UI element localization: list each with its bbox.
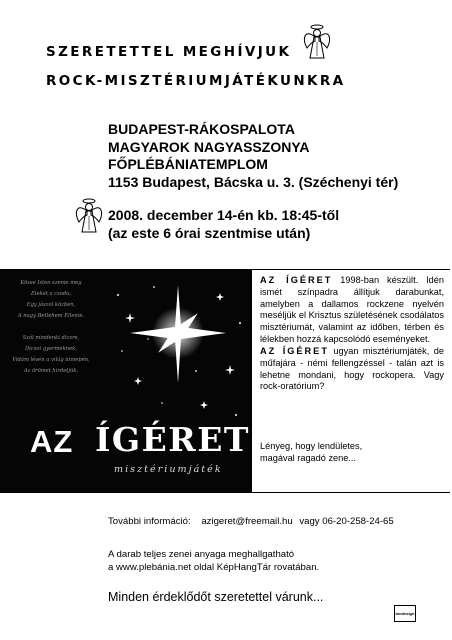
- poem-line: Egy jászol közben,: [26, 302, 76, 308]
- contact-label: További információ:: [108, 516, 191, 527]
- music-info: [108, 548, 319, 574]
- poem-line: [10, 322, 92, 333]
- music-info-line: a www.plebánia.net oldal KépHangTár rovatában.: [108, 562, 320, 573]
- invitation-line-1: SZERETETTEL MEGHÍVJUK: [46, 44, 292, 60]
- poem-line: Szól mindenki dícsre,: [22, 335, 80, 341]
- poem-line: Éleket a csoda,: [31, 291, 71, 297]
- poem-line: Az örömet hirdetjük.: [23, 368, 79, 374]
- angel-icon: [302, 22, 332, 60]
- poem-line: A nagy Betlehem Ellenie.: [17, 313, 85, 319]
- venue-city: BUDAPEST-RÁKOSPALOTA: [108, 121, 295, 137]
- title-igeret: ÍGÉRET: [95, 420, 250, 459]
- description-lead: AZ ÍGÉRET: [260, 275, 333, 285]
- description-text: 1998-ban készült. Idén ismét színpadra állítjuk darabunkat, amelyben a dallamos rockzene nyelvén meséljük el Krisztus születésének csodálatos misztériumát, valamint az időben, térben és lélekben hozzá kapcsolódó eseményeket.: [260, 275, 444, 344]
- contact-email-link[interactable]: azigeret@freemail.hu: [201, 516, 293, 527]
- poem-line: Vidám lévén a világ ünnepén,: [12, 357, 90, 363]
- event-datetime: 2008. december 14-én kb. 18:45-től: [108, 207, 340, 223]
- closing-text: Minden érdeklődőt szeretettel várunk...: [108, 590, 324, 604]
- description-line: magával ragadó zene...: [260, 452, 357, 463]
- poem-line: Dicsoi gyermeknek,: [25, 346, 77, 352]
- event-time-block: [108, 206, 339, 242]
- description-paragraph-1: [260, 275, 444, 346]
- star-field: [108, 275, 248, 435]
- divider-top: [252, 269, 450, 270]
- music-info-line: A darab teljes zenei anyaga meghallgatható: [108, 549, 295, 560]
- description-paragraph-2: [260, 346, 444, 393]
- title-subtitle: misztériumjáték: [114, 464, 223, 475]
- description-lead: AZ ÍGÉRET: [260, 346, 329, 356]
- contact-line: [108, 516, 394, 527]
- invitation-line-2: ROCK-MISZTÉRIUMJÁTÉKUNKRA: [46, 73, 346, 89]
- poem: [10, 278, 92, 377]
- venue-church-type: FŐPLÉBÁNIATEMPLOM: [108, 156, 268, 172]
- venue-block: [108, 121, 398, 191]
- divider-bottom: [252, 492, 450, 493]
- venue-church-name: MAGYAROK NAGYASSZONYA: [108, 138, 310, 155]
- contact-phone: vagy 06-20-258-24-65: [299, 516, 394, 527]
- venue-address: 1153 Budapest, Bácska u. 3. (Széchenyi tér): [108, 173, 399, 190]
- poem-line: Kösse Isten szeme meg: [20, 280, 82, 286]
- event-note: (az este 6 órai szentmise után): [108, 225, 311, 241]
- designer-logo: bmdesign: [394, 605, 416, 622]
- description-text: ugyan misztériumjáték, de műfajára - némi fellengzéssel - talán azt is lehetne mondani, hogy rockopera. Vagy rock-oratórium?: [260, 346, 444, 392]
- title-az: AZ: [30, 424, 74, 459]
- description-line: Lényeg, hogy lendületes,: [260, 441, 363, 451]
- description-paragraph-3: [260, 441, 444, 465]
- angel-icon: [74, 196, 104, 234]
